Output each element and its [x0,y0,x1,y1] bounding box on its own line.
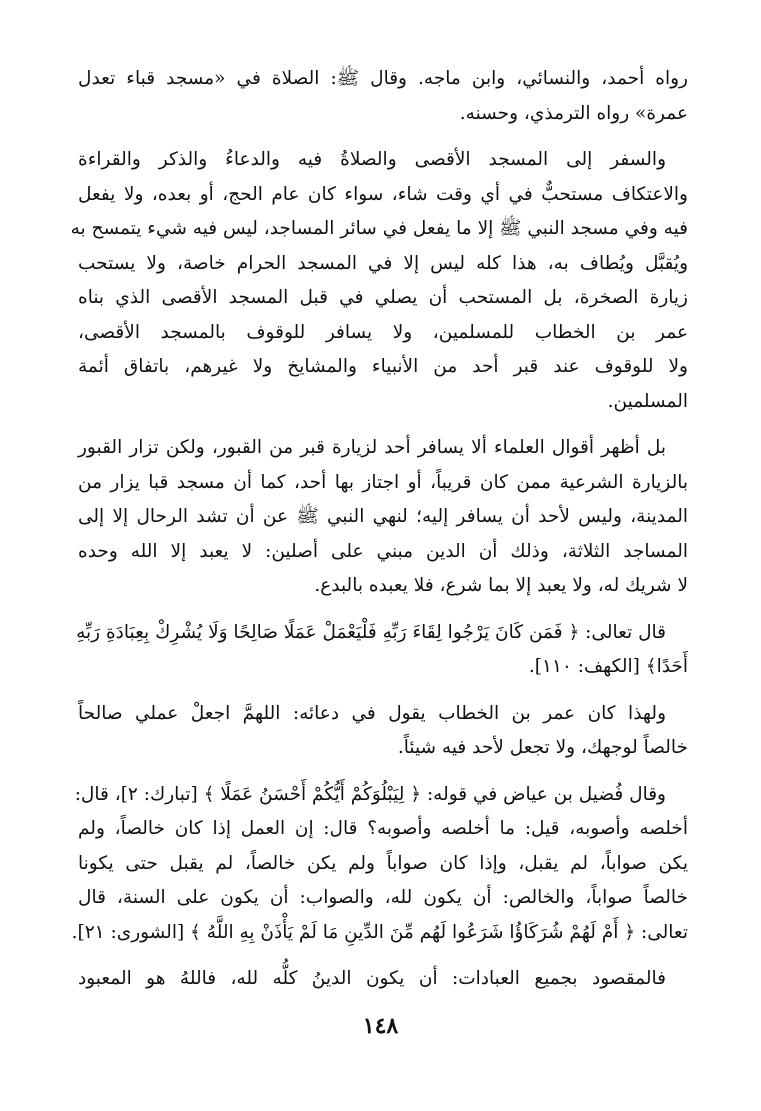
paragraph-2 [70,143,688,419]
text-line: عمر بن الخطاب للمسلمين، ولا يسافر للوقوف بالمسجد الأقصى، [78,321,688,343]
text-line: يكن صواباً، لم يقبل، وإذا كان صواباً ولم يكن خالصاً، لم يقبل حتى يكونا [78,852,688,874]
paragraph-4-quran-quote [78,616,688,685]
text-line: والاعتكاف مستحبٌّ في أي وقت شاء، سواء كان عام الحج، أو بعده، ولا يفعل [78,183,688,205]
text-line: تعالى: ﴿ أَمْ لَهُمْ شُرَكَاؤُا شَرَعُوا لَهُم مِّنَ الدِّينِ مَا لَمْ يَأْذَنْ بِهِ اللَّهُ ﴾ [الشورى: ٢١]. [71,921,688,943]
paragraph-5 [78,697,688,766]
text-line: فيه وفي مسجد النبي ﷺ إلا ما يفعل في سائر المساجد، ليس فيه شيء يتمسح به [70,218,688,239]
text-line: فالمقصود بجميع العبادات: أن يكون الدينُ كلُّه لله، فاللهُ هو المعبود [78,968,666,989]
paragraph-7 [78,962,688,997]
paragraph-1 [78,62,688,131]
text-line: لا شريك له، ولا يعبد إلا بما شرع، فلا يعبده بالبدع. [314,575,688,596]
paragraph-6 [71,778,688,951]
text-line: ولهذا كان عمر بن الخطاب يقول في دعائه: اللهمَّ اجعلْ عملي صالحاً [78,702,666,724]
text-line: عمرة» رواه الترمذي، وحسنه. [459,102,688,124]
paragraph-3 [78,431,688,604]
text-line: المسلمين. [607,390,688,412]
text-line: خالصاً لوجهك، ولا تجعل لأحد فيه شيئاً. [397,737,688,758]
text-line: المدينة، وليس لأحد أن يسافر إليه؛ لنهي النبي ﷺ عن أن تشد الرحال إلا إلى [78,506,688,527]
text-line: والسفر إلى المسجد الأقصى والصلاةُ فيه والدعاءُ والذكر والقراءة [78,149,666,170]
text-line: قال تعالى: ﴿ فَمَن كَانَ يَرْجُوا لِقَاءَ رَبِّهِ فَلْيَعْمَلْ عَمَلًا صَالِحًا وَلَا يُشْرِكْ بِعِبَادَةِ رَبِّهِ [76,621,666,643]
text-line: المساجد الثلاثة، وذلك أن الدين مبني على أصلين: لا يعبد إلا الله وحده [78,540,688,562]
text-line: زيارة الصخرة، بل المستحب أن يصلي في قبل المسجد الأقصى الذي بناه [78,287,688,308]
text-line: ولا للوقوف عند قبر أحد من الأنبياء والمشايخ ولا غيرهم، باتفاق أئمة [78,356,688,377]
text-line: وقال فُضيل بن عياض في قوله: ﴿ لِيَبْلُوَكُمْ أَيُّكُمْ أَحْسَنُ عَمَلًا ﴾ [تبارك: ٢]، قال: [74,783,666,805]
text-line: خالصاً صواباً، والخالص: أن يكون لله، والصواب: أن يكون على السنة، قال [78,887,688,908]
text-line: أَحَدًا﴾ [الكهف: ١١٠]. [528,656,688,677]
text-line: أخلصه وأصوبه، قيل: ما أخلصه وأصوبه؟ قال: إن العمل إذا كان خالصاً، ولم [78,818,688,839]
book-page [70,62,688,1102]
text-line: رواه أحمد، والنسائي، وابن ماجه. وقال ﷺ: الصلاة في «مسجد قباء تعدل [78,68,688,89]
page-number: ١٤٨ [362,1013,399,1039]
text-line: ويُقبَّل ويُطاف به، هذا كله ليس إلا في المسجد الحرام خاصة، ولا يستحب [78,252,688,274]
text-line: بالزيارة الشرعية ممن كان قريباً، أو اجتاز بها أحد، كما أن مسجد قبا يزار من [78,471,688,493]
text-line: بل أظهر أقوال العلماء ألا يسافر أحد لزيارة قبر من القبور، ولكن تزار القبور [78,437,666,458]
